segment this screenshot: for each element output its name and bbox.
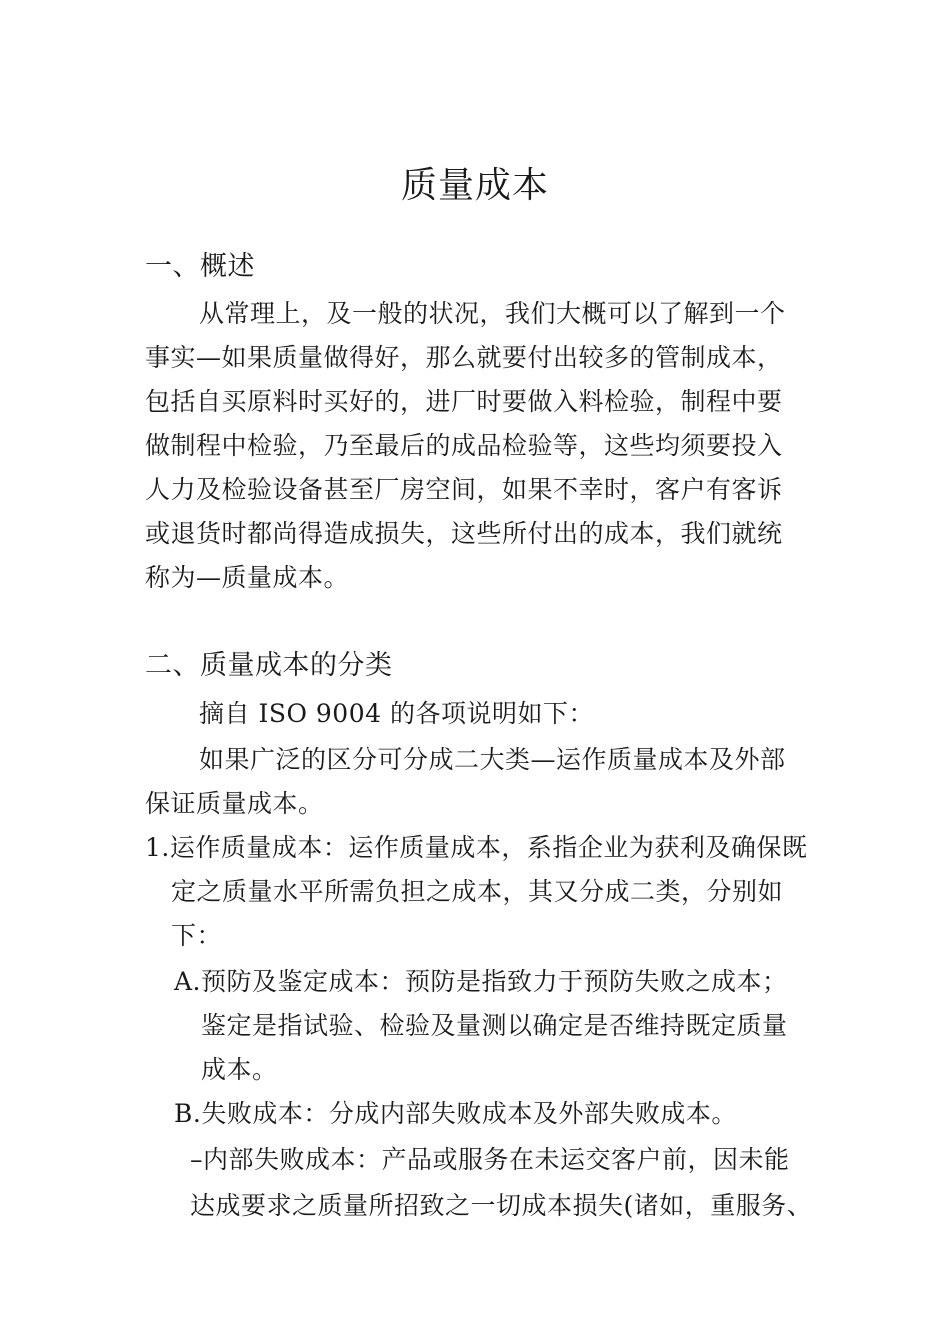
paragraph-line: 称为—质量成本。 xyxy=(145,563,350,592)
paragraph-line: 人力及检验设备甚至厂房空间，如果不幸时，客户有客诉 xyxy=(145,475,783,504)
list-item-line: 鉴定是指试验、检验及量测以确定是否维持既定质量 xyxy=(201,1011,788,1040)
paragraph-line: 做制程中检验，乃至最后的成品检验等，这些均须要投入 xyxy=(145,431,783,460)
list-item-line: B.失败成本：分成内部失败成本及外部失败成本。 xyxy=(174,1099,737,1128)
list-item-line: 达成要求之质量所招致之一切成本损失(诸如，重服务、 xyxy=(190,1191,813,1220)
paragraph-line: 摘自 ISO 9004 的各项说明如下： xyxy=(199,699,594,728)
list-item-line: –内部失败成本：产品或服务在未运交客户前，因未能 xyxy=(190,1145,790,1174)
section-heading-classification: 二、质量成本的分类 xyxy=(145,650,393,681)
document-title: 质量成本 xyxy=(400,165,549,206)
paragraph-line: 包括自买原料时买好的，进厂时要做入料检验，制程中要 xyxy=(145,387,783,416)
paragraph-line: 从常理上，及一般的状况，我们大概可以了解到一个 xyxy=(199,299,786,328)
section-heading-overview: 一、概述 xyxy=(145,251,255,282)
list-item-line: A.预防及鉴定成本：预防是指致力于预防失败之成本； xyxy=(174,967,788,996)
paragraph-line: 如果广泛的区分可分成二大类—运作质量成本及外部 xyxy=(199,745,786,774)
paragraph-line: 事实—如果质量做得好，那么就要付出较多的管制成本， xyxy=(145,343,783,372)
paragraph-line: 或退货时都尚得造成损失，这些所付出的成本，我们就统 xyxy=(145,519,783,548)
list-item-line: 1.运作质量成本：运作质量成本，系指企业为获利及确保既 xyxy=(145,833,808,862)
paragraph-line: 保证质量成本。 xyxy=(145,789,324,818)
list-item-line: 定之质量水平所需负担之成本，其又分成二类，分别如 xyxy=(171,877,784,906)
list-item-line: 成本。 xyxy=(201,1055,278,1084)
list-item-line: 下： xyxy=(171,921,223,950)
